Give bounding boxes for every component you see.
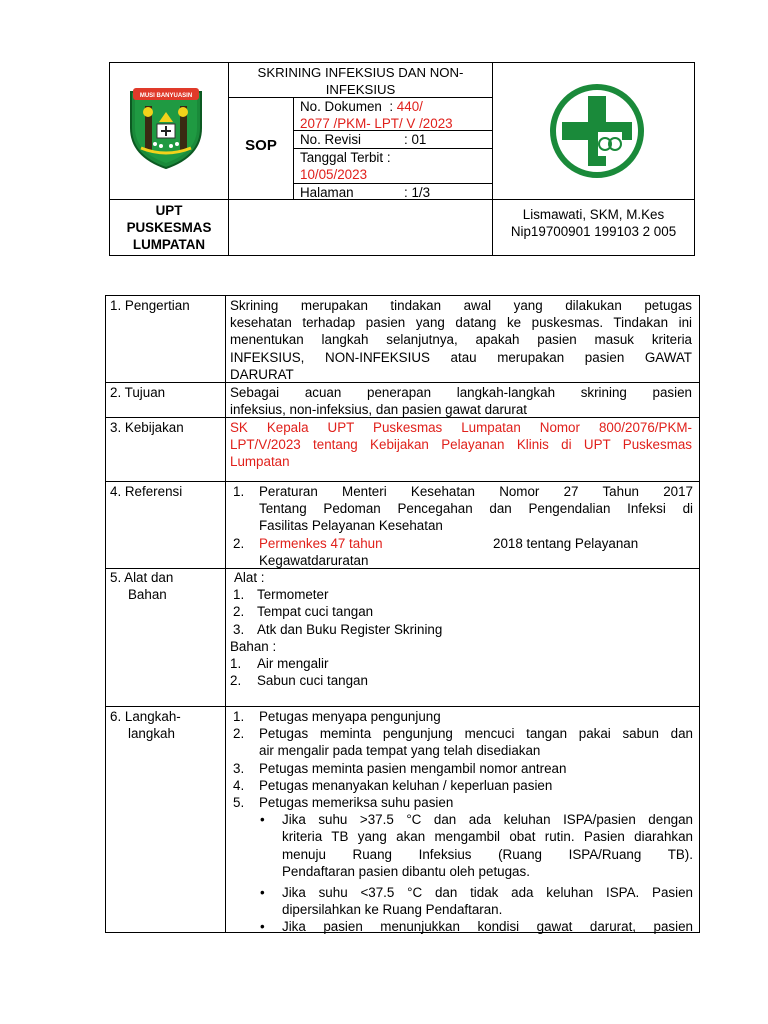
emblem-banner-text: MUSI BANYUASIN (139, 93, 193, 99)
kebijakan-line: Lumpatan (230, 454, 290, 470)
no-dokumen-number: 440/ (396, 99, 423, 114)
pengertian-line: kesehatan terhadap pasien yang datang ke puskesmas. Tindakan ini (230, 315, 692, 331)
tanggal-value: 10/05/2023 (300, 167, 368, 183)
referensi-item-num: 2. (233, 535, 245, 551)
referensi-line: Peraturan Menteri Kesehatan Nomor 27 Tahun 2017 (259, 484, 693, 499)
alat-item: 1. Termometer (233, 587, 329, 603)
tujuan-label: 2. Tujuan (110, 385, 166, 400)
bahan-item: 1. Air mengalir (230, 656, 329, 672)
referensi-item (233, 483, 693, 535)
sop-title (229, 64, 492, 98)
alat-list (230, 569, 690, 689)
langkah-bullet: • Jika suhu <37.5 °C dan tidak ada keluhan ISPA. Pasien dipersilahkan ke Ruang Pendaftaran. (260, 885, 693, 918)
regency-emblem (125, 82, 207, 170)
no-revisi-value: : 01 (404, 132, 427, 147)
pengertian-text (230, 297, 692, 383)
pengertian-line: INFEKSIUS, NON-INFEKSIUS atau merupakan pasien GAWAT (230, 349, 692, 365)
no-dokumen-label: No. Dokumen (300, 99, 382, 114)
langkah-label (110, 708, 181, 742)
no-dokumen-sep: : (389, 99, 394, 114)
halaman-label: Halaman (300, 185, 354, 200)
pengertian-line: menentukan langkah selanjutnya, apakah pasien masuk kriteria (230, 332, 692, 348)
referensi-item-num: 1. (233, 484, 245, 499)
langkah-step: 1. Petugas menyapa pengunjung (233, 709, 441, 724)
langkah-step: 3. Petugas meminta pasien mengambil nomor antrean (233, 760, 567, 776)
langkah-step: 2. Petugas meminta pengunjung mencuci tangan pakai sabun dan air mengalir pada tempat yang telah disediakan (233, 726, 693, 759)
signer-name: Lismawati, SKM, M.Kes (522, 207, 665, 222)
no-dokumen (300, 98, 490, 132)
pengertian-label: 1. Pengertian (110, 298, 190, 313)
signer-nip: Nip19700901 199103 2 005 (510, 224, 677, 240)
langkah-label-line1: 6. Langkah- (110, 709, 181, 724)
org-line2: PUSKESMAS (126, 220, 212, 236)
halaman-value: : 1/3 (404, 185, 431, 200)
referensi-item (233, 535, 693, 569)
referensi-permenkes-text: Permenkes 47 tahun (259, 535, 383, 551)
kebijakan-line: LPT/V/2023 tentang Kebijakan Pelayanan Klinis di UPT Puskesmas (230, 437, 692, 453)
langkah-step: 4. Petugas menanyakan keluhan / keperluan pasien (233, 777, 553, 793)
referensi-line: Fasilitas Pelayanan Kesehatan (259, 518, 443, 534)
no-revisi-label: No. Revisi (300, 132, 362, 147)
org-name (110, 202, 228, 254)
halaman (300, 184, 490, 201)
langkah-bullet: • Jika suhu >37.5 °C dan ada keluhan ISPA/pasien dengan kriteria TB yang akan mengambil obat rutin. Pasien diarahkan menuju Ruang Infeksius (Ruang ISPA/Ruang TB). Pendaftaran pasien dibantu oleh petugas. (260, 812, 693, 879)
pengertian-line: DARURAT (230, 366, 294, 382)
alat-label-line1: 5. Alat dan (110, 570, 174, 585)
bullet-dot-icon: • (260, 885, 265, 901)
bahan-item: 2. Sabun cuci tangan (230, 673, 368, 689)
puskesmas-cross-logo (548, 82, 646, 180)
referensi-list (233, 483, 693, 569)
tanggal-label: Tanggal Terbit : (300, 150, 391, 165)
referensi-line: Kegawatdaruratan (259, 552, 369, 568)
langkah-list (233, 708, 693, 936)
alat-item: 2. Tempat cuci tangan (233, 604, 374, 620)
tujuan-line: Sebagai acuan penerapan langkah-langkah skrining pasien (230, 385, 692, 400)
org-line1: UPT (155, 203, 183, 218)
signer (493, 206, 694, 240)
bahan-heading: Bahan : (230, 638, 277, 654)
kebijakan-line: SK Kepala UPT Puskesmas Lumpatan Nomor 800/2076/PKM- (230, 420, 692, 435)
bullet-dot-icon: • (260, 919, 265, 935)
pengertian-line: Skrining merupakan tindakan awal yang dilakukan petugas (230, 298, 692, 313)
kebijakan-text (230, 419, 692, 471)
langkah-bullet: • Jika pasien menunjukkan kondisi gawat darurat, pasien (260, 919, 693, 935)
alat-label (110, 569, 173, 603)
tujuan-text (230, 384, 692, 418)
alat-heading: Alat : (234, 570, 265, 585)
alat-item: 3. Atk dan Buku Register Skrining (233, 621, 443, 637)
tanggal-terbit (300, 149, 490, 183)
org-line3: LUMPATAN (132, 237, 206, 253)
referensi-label: 4. Referensi (110, 484, 183, 499)
referensi-permenkes (259, 535, 462, 552)
tujuan-line: infeksius, non-infeksius, dan pasien gawat darurat (230, 402, 528, 418)
langkah-label-line2: langkah (128, 726, 175, 742)
alat-label-line2: Bahan (128, 587, 167, 603)
no-dokumen-code: 2077 /PKM- LPT/ V /2023 (300, 116, 453, 132)
sop-label: SOP (245, 137, 277, 154)
referensi-rest: 2018 tentang Pelayanan (493, 535, 639, 551)
referensi-line: Tentang Pedoman Pencegahan dan Pengendalian Infeksi di (259, 501, 693, 517)
sop-title-line2: INFEKSIUS (325, 82, 396, 98)
sop-title-line1: SKRINING INFEKSIUS DAN NON- (257, 65, 464, 80)
langkah-step: 5. Petugas memeriksa suhu pasien (233, 795, 454, 811)
kebijakan-label: 3. Kebijakan (110, 420, 184, 435)
bullet-dot-icon: • (260, 812, 265, 828)
no-revisi (300, 131, 490, 148)
